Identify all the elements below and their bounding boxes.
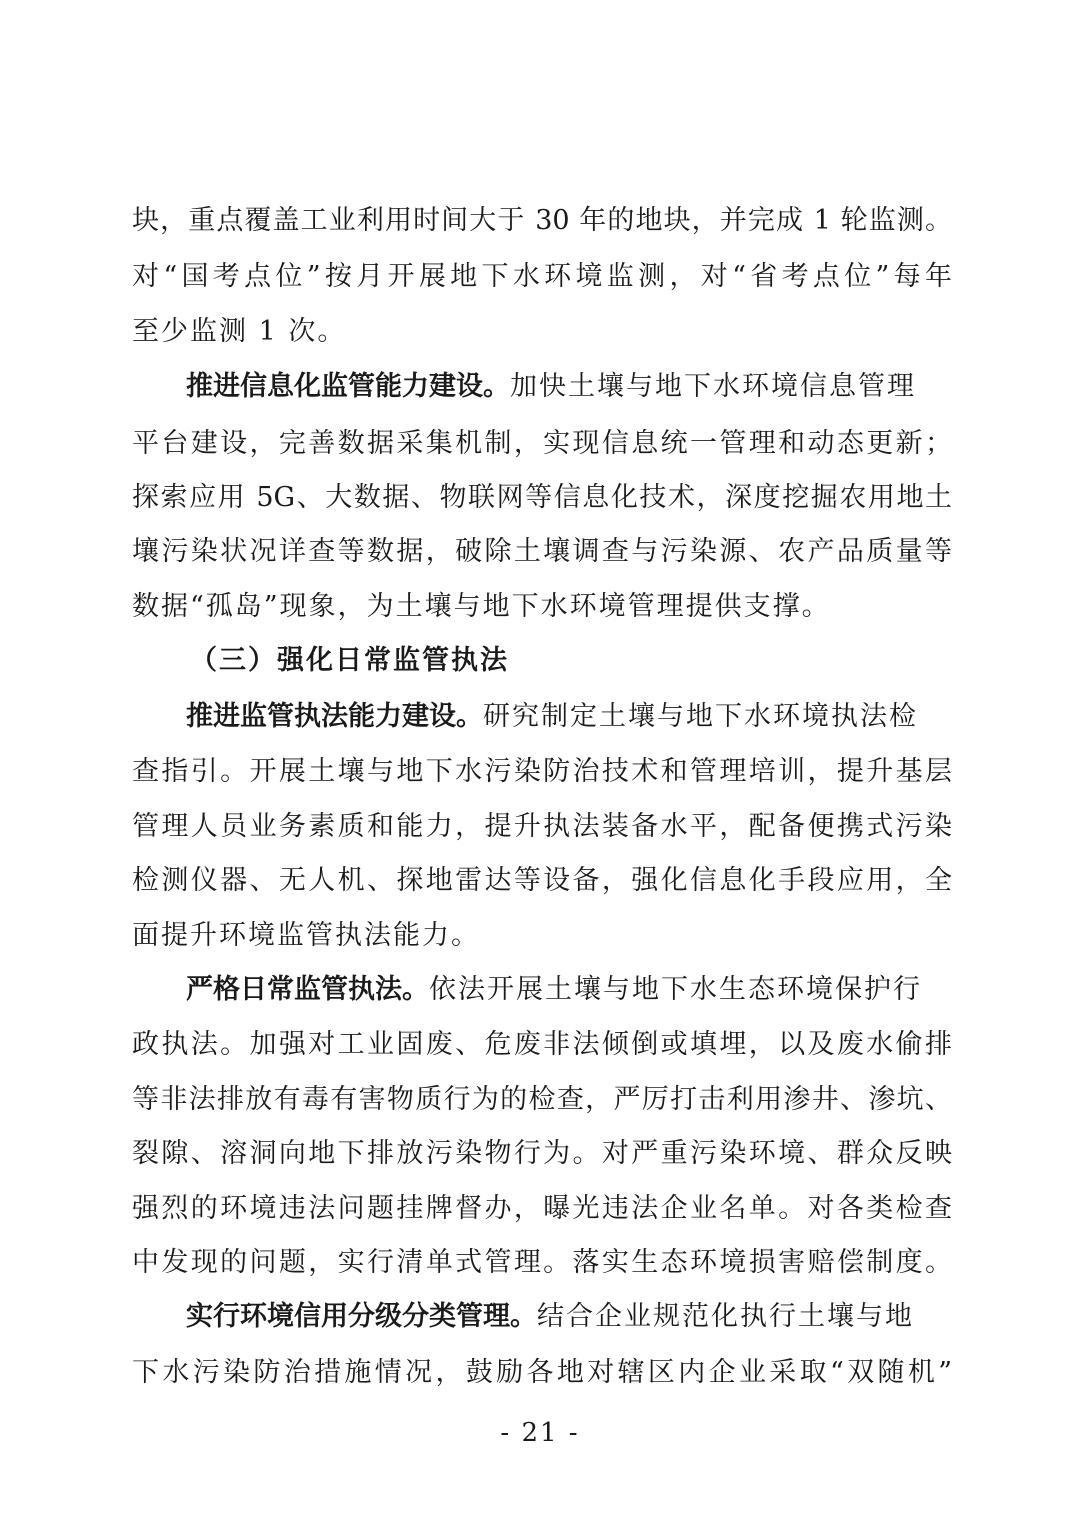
body-text-line: 裂隙、溶洞向地下排放污染物行为。对严重污染环境、群众反映 xyxy=(132,1138,952,1169)
page-number: - 21 - xyxy=(500,1418,580,1448)
body-text: 结合企业规范化执行土壤与地 xyxy=(537,1301,914,1332)
paragraph-lead-heading: 推进信息化监管能力建设。 xyxy=(186,371,510,402)
body-text: 研究制定土壤与地下水环境执法检 xyxy=(483,701,918,732)
body-text-line: 管理人员业务素质和能力，提升执法装备水平，配备便携式污染 xyxy=(132,811,952,842)
body-text-line: 壤污染状况详查等数据，破除土壤调查与污染源、农产品质量等 xyxy=(132,536,952,567)
body-text-line: 面提升环境监管执法能力。 xyxy=(132,920,480,951)
body-text-line: 平台建设，完善数据采集机制，实现信息统一管理和动态更新； xyxy=(132,428,952,459)
paragraph-lead-heading: 严格日常监管执法。 xyxy=(186,974,429,1005)
body-text-line: 对“国考点位”按月开展地下水环境监测，对“省考点位”每年 xyxy=(132,261,952,292)
body-text-line: 块，重点覆盖工业利用时间大于 30 年的地块，并完成 1 轮监测。 xyxy=(132,205,952,236)
paragraph-first-line xyxy=(186,690,952,744)
body-text-line: 检测仪器、无人机、探地雷达等设备，强化信息化手段应用，全 xyxy=(132,865,952,896)
body-text-line: 中发现的问题，实行清单式管理。落实生态环境损害赔偿制度。 xyxy=(132,1247,952,1278)
paragraph-first-line xyxy=(186,360,952,414)
body-text-line: 数据“孤岛”现象，为土壤与地下水环境管理提供支撑。 xyxy=(132,591,831,622)
paragraph-first-line xyxy=(186,963,952,1017)
body-text-line: 政执法。加强对工业固废、危废非法倾倒或填埋，以及废水偷排 xyxy=(132,1029,952,1060)
body-text-line: 探索应用 5G、大数据、物联网等信息化技术，深度挖掘农用地土 xyxy=(132,482,952,513)
body-text-line: 查指引。开展土壤与地下水污染防治技术和管理培训，提升基层 xyxy=(132,756,952,787)
paragraph-first-line xyxy=(186,1290,952,1344)
body-text: 依法开展土壤与地下水生态环境保护行 xyxy=(429,974,922,1005)
body-text-line: 等非法排放有毒有害物质行为的检查，严厉打击利用渗井、渗坑、 xyxy=(132,1084,952,1115)
paragraph-lead-heading: 推进监管执法能力建设。 xyxy=(186,701,483,732)
body-text-line: 下水污染防治措施情况，鼓励各地对辖区内企业采取“双随机” xyxy=(132,1357,952,1388)
section-heading: （三）强化日常监管执法 xyxy=(190,645,509,676)
body-text: 加快土壤与地下水环境信息管理 xyxy=(510,371,916,402)
body-text-line: 至少监测 1 次。 xyxy=(132,316,347,347)
body-text-line: 强烈的环境违法问题挂牌督办，曝光违法企业名单。对各类检查 xyxy=(132,1193,952,1224)
paragraph-lead-heading: 实行环境信用分级分类管理。 xyxy=(186,1301,537,1332)
